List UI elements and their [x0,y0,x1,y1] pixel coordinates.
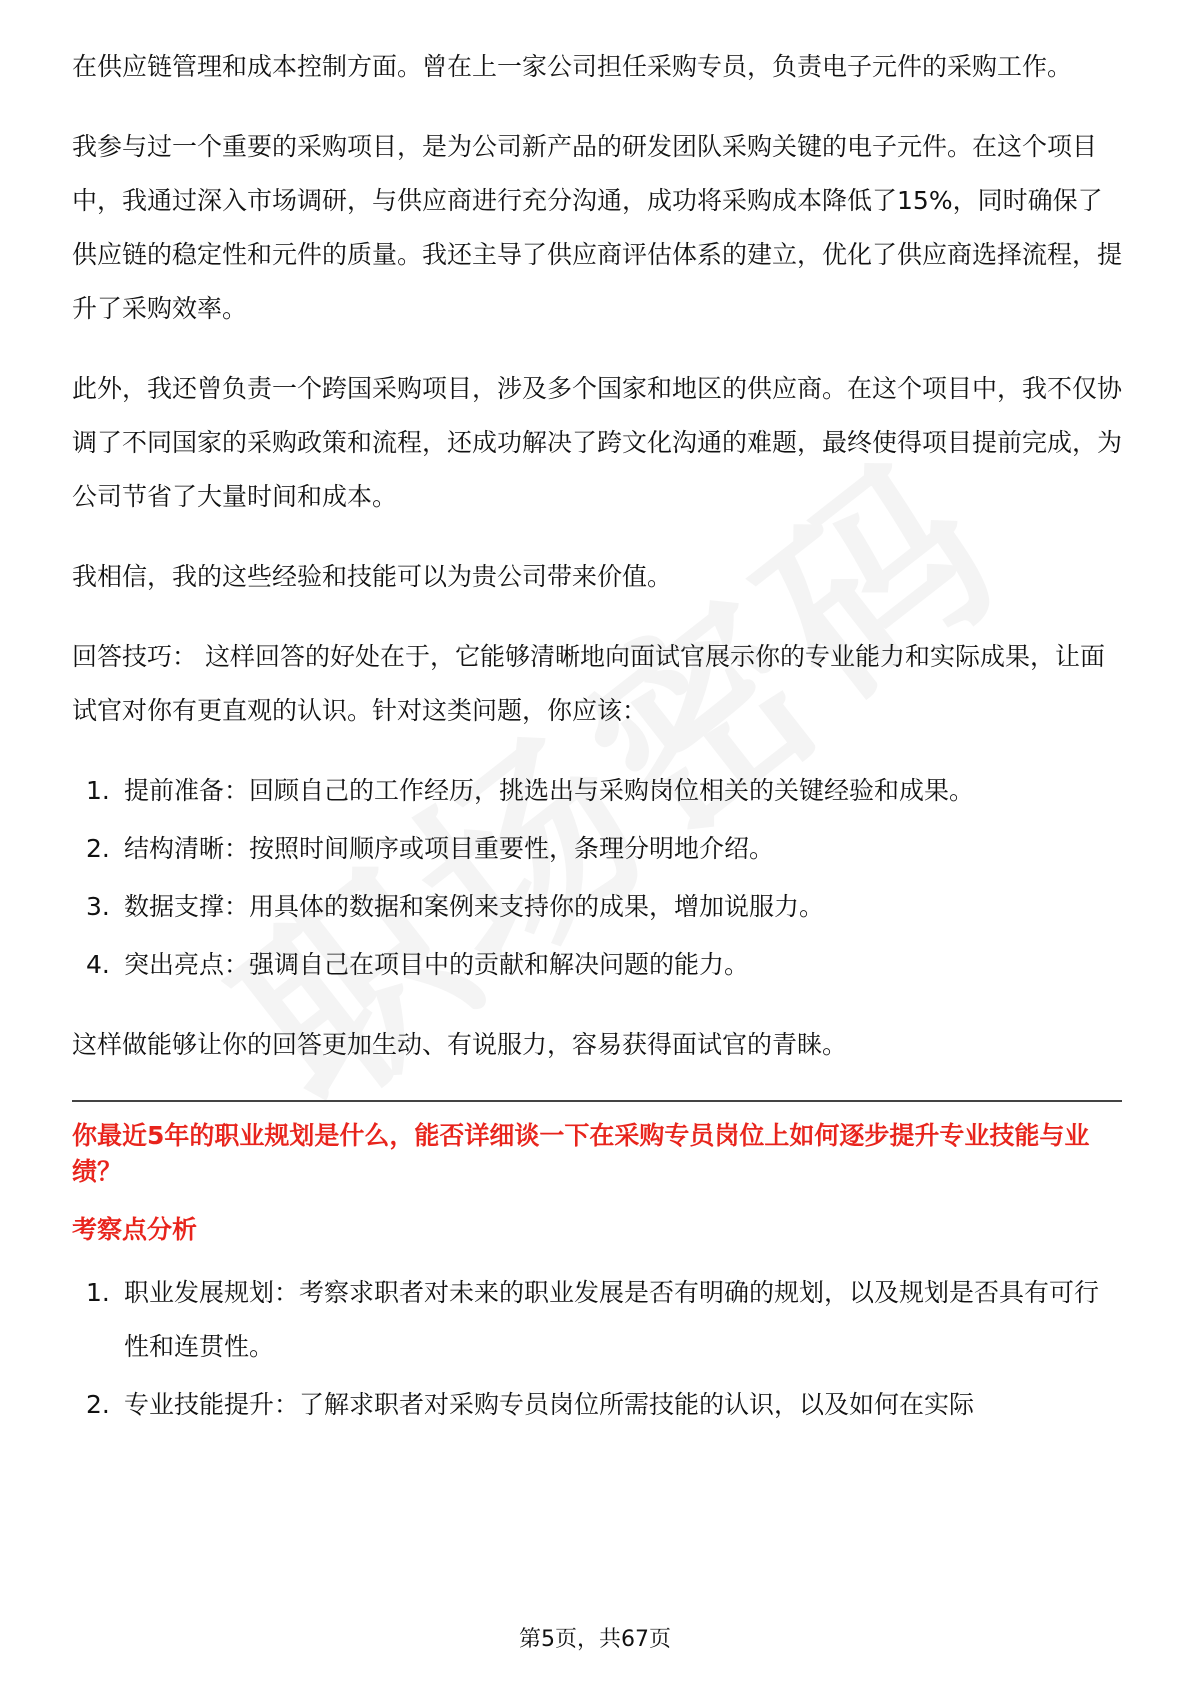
list-item-text: 职业发展规划：考察求职者对未来的职业发展是否有明确的规划，以及规划是否具有可行性和连贯性。 [124,1278,1100,1361]
paragraph-project: 我参与过一个重要的采购项目，是为公司新产品的研发团队采购关键的电子元件。在这个项目中，我通过深入市场调研，与供应商进行充分沟通，成功将采购成本降低了15%，同时确保了供应链的稳定性和元件的质量。我还主导了供应商评估体系的建立，优化了供应商选择流程，提升了采购效率。 [72,132,1123,323]
list-item-number: 3. [86,892,110,921]
list-item-text: 提前准备：回顾自己的工作经历，挑选出与采购岗位相关的关键经验和成果。 [124,776,975,805]
list-item-number: 1. [86,776,110,805]
tips-list [72,764,1122,992]
list-item-text: 专业技能提升：了解求职者对采购专员岗位所需技能的认识，以及如何在实际 [124,1390,975,1419]
list-item [72,938,1122,992]
list-item [72,1266,1122,1374]
document-body [72,40,1122,1436]
question-heading: 你最近5年的职业规划是什么，能否详细谈一下在采购专员岗位上如何逐步提升专业技能与业绩？ [72,1121,1090,1186]
section-divider [72,1100,1122,1102]
page-footer: 第5页，共67页 [519,1627,671,1652]
paragraph-closing: 这样做能够让你的回答更加生动、有说服力，容易获得面试官的青睐。 [72,1030,848,1059]
list-item-number: 4. [86,950,110,979]
list-item [72,764,1122,818]
analysis-heading: 考察点分析 [72,1215,198,1244]
list-item-text: 结构清晰：按照时间顺序或项目重要性，条理分明地介绍。 [124,834,775,863]
list-item [72,822,1122,876]
list-item [72,1378,1122,1432]
list-item-number: 1. [86,1278,110,1307]
paragraph-crossborder: 此外，我还曾负责一个跨国采购项目，涉及多个国家和地区的供应商。在这个项目中，我不仅协调了不同国家的采购政策和流程，还成功解决了跨文化沟通的难题，最终使得项目提前完成，为公司节省了大量时间和成本。 [72,374,1123,511]
list-item-number: 2. [86,834,110,863]
list-item-number: 2. [86,1390,110,1419]
list-item [72,880,1122,934]
list-item-text: 突出亮点：强调自己在项目中的贡献和解决问题的能力。 [124,950,750,979]
analysis-list [72,1266,1122,1432]
paragraph-intro: 在供应链管理和成本控制方面。曾在上一家公司担任采购专员，负责电子元件的采购工作。 [72,52,1073,81]
list-item-text: 数据支撑：用具体的数据和案例来支持你的成果，增加说服力。 [124,892,825,921]
paragraph-answer-tips: 回答技巧： 这样回答的好处在于，它能够清晰地向面试官展示你的专业能力和实际成果，让面试官对你有更直观的认识。针对这类问题，你应该： [72,642,1105,725]
paragraph-belief: 我相信，我的这些经验和技能可以为贵公司带来价值。 [72,562,673,591]
